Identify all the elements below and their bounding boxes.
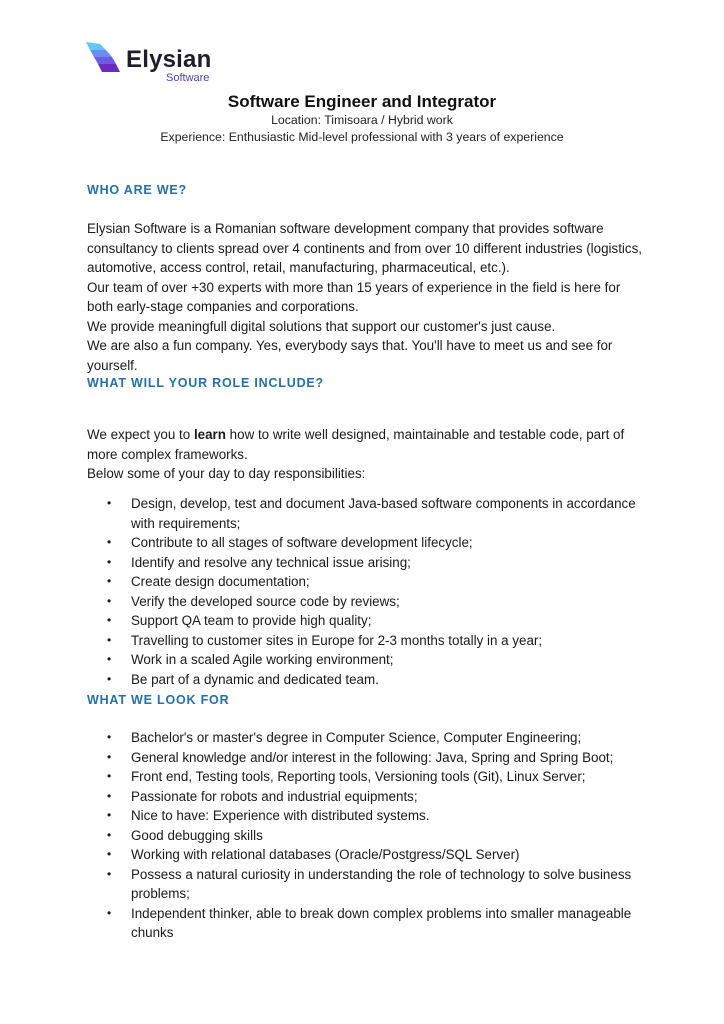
- logo-name: Elysian: [126, 46, 212, 73]
- elysian-logo-icon: [86, 40, 124, 76]
- bullet-icon: •: [107, 808, 112, 822]
- role-intro: [87, 425, 647, 484]
- bullet-icon: •: [107, 847, 112, 861]
- who-are-we-body: [87, 219, 647, 375]
- list-item-text: Create design documentation;: [131, 574, 310, 589]
- role-intro-paragraph: [87, 425, 647, 464]
- list-item-text: Independent thinker, able to break down complex problems into smaller manageable chunks: [131, 905, 632, 940]
- list-item: [87, 806, 647, 826]
- bullet-icon: •: [107, 496, 112, 510]
- list-item: [87, 767, 647, 787]
- bullet-icon: •: [107, 613, 112, 627]
- list-item: [87, 865, 647, 904]
- list-item-text: Possess a natural curiosity in understanding the role of technology to solve business problems;: [131, 866, 632, 901]
- list-item: [87, 533, 647, 553]
- paragraph: Our team of over +30 experts with more than 15 years of experience in the field is here for both early-stage companies and corporations.: [87, 279, 621, 314]
- list-item-text: Good debugging skills: [131, 827, 263, 843]
- job-location: Location: Timisoara / Hybrid work: [271, 113, 453, 127]
- bullet-icon: •: [107, 535, 112, 549]
- emphasis-learn: learn: [193, 427, 226, 442]
- company-logo: [86, 40, 216, 84]
- bullet-icon: •: [107, 554, 112, 569]
- job-experience: Experience: Enthusiastic Mid-level professional with 3 years of experience: [160, 130, 564, 144]
- bullet-icon: •: [107, 574, 112, 588]
- list-item-text: Work in a scaled Agile working environment;: [131, 652, 394, 667]
- list-item-text: Working with relational databases (Oracle/Postgress/SQL Server): [131, 847, 520, 862]
- section-title-who-are-we: WHO ARE WE?: [87, 183, 187, 197]
- list-item-text: Be part of a dynamic and dedicated team.: [131, 671, 379, 687]
- job-title: Software Engineer and Integrator: [227, 92, 497, 111]
- list-item-text: Bachelor's or master's degree in Computer Science, Computer Engineering;: [131, 730, 582, 745]
- role-intro-line2: Below some of your day to day responsibilities:: [87, 466, 366, 481]
- list-item-text: General knowledge and/or interest in the following: Java, Spring and Spring Boot;: [131, 749, 614, 765]
- list-item-text: Support QA team to provide high quality;: [131, 613, 372, 628]
- section-title-look-for: WHAT WE LOOK FOR: [87, 693, 230, 707]
- list-item-text: Contribute to all stages of software development lifecycle;: [131, 535, 473, 550]
- bullet-icon: •: [107, 866, 112, 881]
- list-item-text: Nice to have: Experience with distributed systems.: [131, 808, 430, 823]
- list-item-text: Verify the developed source code by reviews;: [131, 593, 400, 609]
- responsibilities-list: [87, 494, 647, 689]
- list-item-text: Identify and resolve any technical issue arising;: [131, 554, 411, 570]
- bullet-icon: •: [107, 671, 112, 686]
- list-item: [87, 826, 647, 846]
- bullet-icon: •: [107, 905, 112, 920]
- text-span: how to write well designed, maintainable and testable code, part of more complex frameworks.: [87, 427, 625, 462]
- list-item: [87, 631, 647, 651]
- list-item: [87, 553, 647, 573]
- bullet-icon: •: [107, 730, 112, 744]
- list-item: [87, 748, 647, 768]
- bullet-icon: •: [107, 827, 112, 842]
- paragraph: Elysian Software is a Romanian software development company that provides software consultancy to clients spread over 4 continents and from over 10 different industries (logistics, automotive, access control, retail, manufacturing, pharmaceutical, etc.).: [87, 221, 643, 275]
- list-item: [87, 728, 647, 748]
- list-item: [87, 904, 647, 943]
- list-item-text: Design, develop, test and document Java-based software components in accordance with requirements;: [131, 496, 636, 531]
- logo-subtitle: Software: [166, 72, 210, 84]
- paragraph: We are also a fun company. Yes, everybody says that. You'll have to meet us and see for yourself.: [87, 338, 613, 373]
- list-item: [87, 592, 647, 612]
- bullet-icon: •: [107, 593, 112, 608]
- list-item: [87, 572, 647, 592]
- bullet-icon: •: [107, 769, 112, 783]
- list-item: [87, 650, 647, 670]
- requirements-list: [87, 728, 647, 943]
- section-title-role: WHAT WILL YOUR ROLE INCLUDE?: [87, 376, 324, 390]
- paragraph: We provide meaningfull digital solutions that support our customer's just cause.: [87, 318, 556, 334]
- list-item: [87, 611, 647, 631]
- list-item: [87, 670, 647, 690]
- list-item: [87, 494, 647, 533]
- list-item: [87, 787, 647, 807]
- bullet-icon: •: [107, 788, 112, 803]
- text-span: We expect you to: [87, 427, 194, 442]
- list-item-text: Passionate for robots and industrial equipments;: [131, 788, 418, 804]
- bullet-icon: •: [107, 632, 112, 647]
- list-item: [87, 845, 647, 865]
- bullet-icon: •: [107, 652, 112, 666]
- list-item-text: Front end, Testing tools, Reporting tools, Versioning tools (Git), Linux Server;: [131, 769, 586, 784]
- document-header: [0, 91, 724, 146]
- bullet-icon: •: [107, 749, 112, 764]
- list-item-text: Travelling to customer sites in Europe for 2-3 months totally in a year;: [131, 632, 543, 648]
